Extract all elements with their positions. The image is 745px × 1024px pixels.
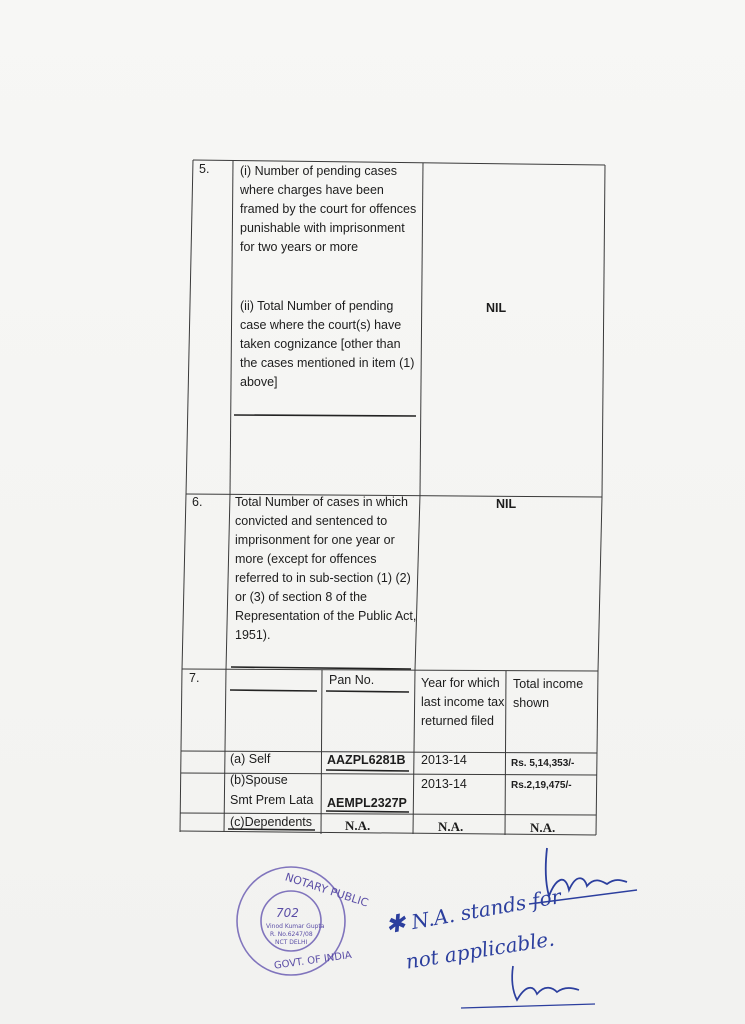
signature-bottom-icon <box>455 960 605 1015</box>
row-7-number: 7. <box>189 671 200 685</box>
self-label: (a) Self <box>230 752 271 766</box>
row-5-value: NIL <box>486 301 507 315</box>
self-pan: AAZPL6281B <box>327 753 406 767</box>
header-income: Total income shown <box>513 677 584 710</box>
dependents-pan: N.A. <box>345 818 371 833</box>
svg-text:Vinod Kumar Gupta: Vinod Kumar Gupta <box>266 923 325 930</box>
dependents-label: (c)Dependents <box>230 815 312 829</box>
row-5-item-i: (i) Number of pending cases where charges have been framed by the court for offences punishable with imprisonment for two years or more <box>240 164 417 254</box>
spouse-year: 2013-14 <box>421 777 467 791</box>
svg-text:GOVT. OF INDIA: GOVT. OF INDIA <box>273 949 353 972</box>
row-6-number: 6. <box>192 495 203 509</box>
row-5-item-ii: (ii) Total Number of pending case where the court(s) have taken cognizance [other than the cases mentioned in item (1) above] <box>240 299 415 389</box>
svg-text:702: 702 <box>276 906 299 920</box>
dependents-income: N.A. <box>530 820 556 835</box>
note-line-1: N.A. stands for <box>409 884 563 934</box>
notary-seal-icon <box>232 862 370 980</box>
asterisk-icon: ✱ <box>383 908 408 940</box>
spouse-label: (b)Spouse <box>230 773 288 787</box>
note-line-2: not applicable. <box>404 926 557 974</box>
header-year: Year for which last income tax returned filed <box>421 676 505 728</box>
svg-text:NOTARY PUBLIC: NOTARY PUBLIC <box>283 870 370 910</box>
row-5-number: 5. <box>199 162 210 176</box>
self-year: 2013-14 <box>421 753 467 767</box>
spouse-pan: AEMPL2327P <box>327 796 407 810</box>
dependents-year: N.A. <box>438 819 464 834</box>
row-6-value: NIL <box>496 497 517 511</box>
self-income: Rs. 5,14,353/- <box>511 758 575 769</box>
spouse-income: Rs.2,19,475/- <box>511 780 572 791</box>
row-6-text: Total Number of cases in which convicted and sentenced to imprisonment for one year or more (except for offences referred to in sub-section (1) (2) or (3) of section 8 of the Representation of the Public Act, 1951). <box>235 495 417 642</box>
svg-text:R. No.6247/08: R. No.6247/08 <box>270 931 313 938</box>
spouse-name: Smt Prem Lata <box>230 793 314 807</box>
svg-text:NCT DELHI: NCT DELHI <box>275 939 308 946</box>
header-pan: Pan No. <box>329 673 375 687</box>
